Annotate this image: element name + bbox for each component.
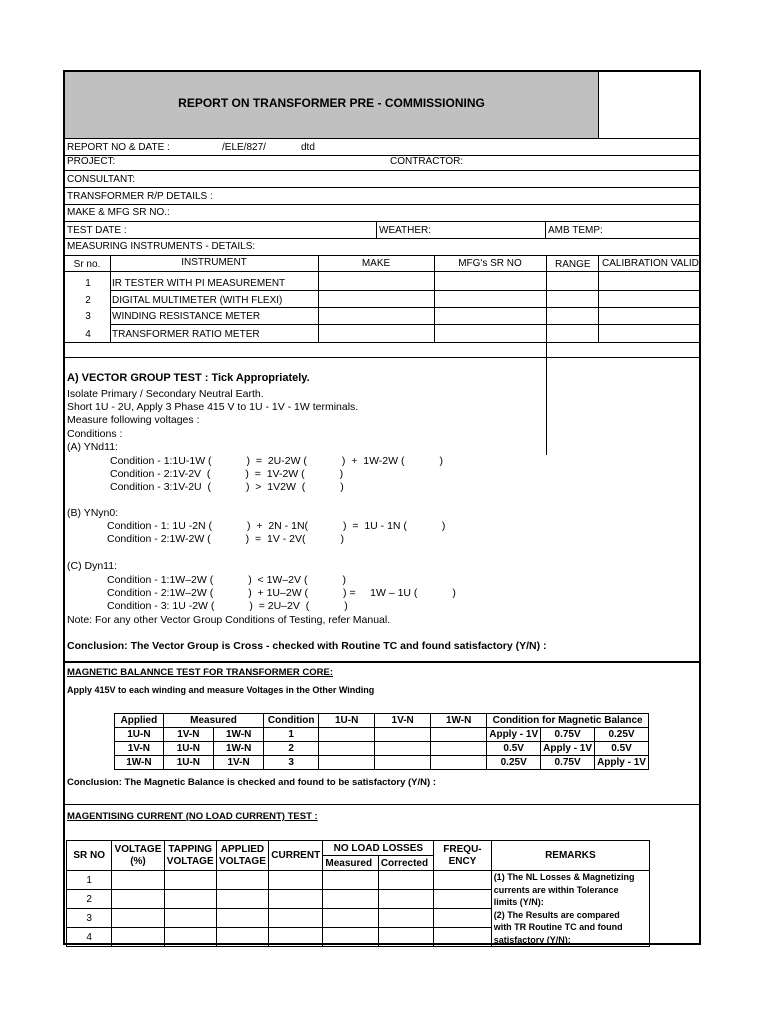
rule xyxy=(64,255,700,256)
instrument-4-name: TRANSFORMER RATIO METER xyxy=(112,329,260,340)
nl-h-applied-2: VOLTAGE xyxy=(219,855,266,867)
mag-r3-1w xyxy=(431,756,487,770)
mag-r1-b3: 0.25V xyxy=(595,728,649,742)
nl-r4-sr: 4 xyxy=(67,928,112,947)
rule xyxy=(110,324,700,325)
rule xyxy=(598,255,599,342)
mag-r1-1u xyxy=(319,728,375,742)
report-no-label: REPORT NO & DATE : xyxy=(67,142,170,153)
nl-h-applied-1: APPLIED xyxy=(220,843,265,855)
cell xyxy=(112,890,164,909)
mag-h-1v: 1V-N xyxy=(375,714,431,728)
vector-line-4: Conditions : xyxy=(67,428,123,440)
nl-h-corrected: Corrected xyxy=(378,856,433,871)
nl-h-voltage-1: VOLTAGE xyxy=(114,843,162,855)
rule xyxy=(64,187,700,188)
title-divider xyxy=(598,72,599,138)
nl-r2-sr: 2 xyxy=(67,890,112,909)
vector-note: Note: For any other Vector Group Conditions of Testing, refer Manual. xyxy=(67,614,391,626)
vector-line-1: Isolate Primary / Secondary Neutral Earth. xyxy=(67,388,264,400)
magnetising-table xyxy=(66,840,650,947)
rule xyxy=(64,342,700,343)
mag-r2-m2: 1W-N xyxy=(213,742,263,756)
rule xyxy=(64,238,700,239)
nl-remark-5: with TR Routine TC and found xyxy=(493,922,623,932)
mag-r3-1v xyxy=(375,756,431,770)
instrument-1-name: IR TESTER WITH PI MEASUREMENT xyxy=(112,278,286,289)
cell xyxy=(164,909,216,928)
vector-a-cond-2: Condition - 2:1V-2V ( ) = 1V-2W ( ) xyxy=(110,468,344,480)
cell xyxy=(378,909,433,928)
cell xyxy=(323,909,378,928)
amb-temp-label: AMB TEMP: xyxy=(548,225,603,236)
mag-r3-b1: 0.25V xyxy=(487,756,541,770)
instrument-3-name: WINDING RESISTANCE METER xyxy=(112,311,261,322)
vector-b-cond-2: Condition - 2:1W-2W ( ) = 1V - 2V( ) xyxy=(107,533,344,545)
cell xyxy=(216,871,268,890)
mag-r3-m1: 1U-N xyxy=(163,756,213,770)
make-mfg-label: MAKE & MFG SR NO.: xyxy=(67,207,170,218)
mag-r2-applied: 1V-N xyxy=(115,742,164,756)
instrument-1-sr: 1 xyxy=(85,278,91,289)
magnetic-conclusion: Conclusion: The Magnetic Balance is checked and found to be satisfactory (Y/N) : xyxy=(67,777,436,788)
rule xyxy=(64,357,700,358)
report-no-value: /ELE/827/ xyxy=(222,142,266,153)
rule xyxy=(110,255,111,342)
mag-r1-applied: 1U-N xyxy=(115,728,164,742)
magnetising-title: MAGENTISING CURRENT (NO LOAD CURRENT) TEST : xyxy=(67,811,318,822)
nl-h-tapping xyxy=(164,841,216,871)
vector-line-2: Short 1U - 2U, Apply 3 Phase 415 V to 1U - 1V - 1W terminals. xyxy=(67,401,359,413)
rule xyxy=(64,271,700,272)
mag-r1-b2: 0.75V xyxy=(541,728,595,742)
cell xyxy=(434,890,491,909)
mag-r1-m2: 1W-N xyxy=(213,728,263,742)
nl-h-applied xyxy=(216,841,268,871)
rule xyxy=(64,804,700,805)
vector-conclusion: Conclusion: The Vector Group is Cross - checked with Routine TC and found satisfactory (Y/N) : xyxy=(67,640,547,652)
mag-r3-m2: 1V-N xyxy=(213,756,263,770)
instrument-4-sr: 4 xyxy=(85,329,91,340)
mag-r3-applied: 1W-N xyxy=(115,756,164,770)
magnetic-table xyxy=(114,713,649,770)
mag-r2-b2: Apply - 1V xyxy=(541,742,595,756)
consultant-label: CONSULTANT: xyxy=(67,174,135,185)
nl-h-freq xyxy=(434,841,491,871)
cell xyxy=(112,909,164,928)
weather-label: WEATHER: xyxy=(379,225,432,236)
nl-h-nll: NO LOAD LOSSES xyxy=(323,841,434,856)
mag-r1-cond: 1 xyxy=(264,728,319,742)
nl-h-voltage-2: (%) xyxy=(130,855,146,867)
cell xyxy=(164,890,216,909)
nl-h-measured: Measured xyxy=(323,856,378,871)
cell xyxy=(378,890,433,909)
rule xyxy=(64,170,700,171)
rule xyxy=(64,155,700,156)
rule xyxy=(63,943,701,945)
mag-h-1w: 1W-N xyxy=(431,714,487,728)
mag-r3-b3: Apply - 1V xyxy=(595,756,649,770)
mag-r1-b1: Apply - 1V xyxy=(487,728,541,742)
mag-r2-1u xyxy=(319,742,375,756)
mag-r1-1v xyxy=(375,728,431,742)
mag-r2-b3: 0.5V xyxy=(595,742,649,756)
nl-remark-4: (2) The Results are compared xyxy=(493,909,620,920)
mag-r2-1v xyxy=(375,742,431,756)
mag-r2-m1: 1U-N xyxy=(163,742,213,756)
col-mfg-sr: MFG's SR NO xyxy=(458,258,522,269)
mag-h-applied: Applied xyxy=(115,714,164,728)
cell xyxy=(269,871,323,890)
report-dtd: dtd xyxy=(301,142,315,153)
nl-h-voltage xyxy=(112,841,164,871)
mag-r2-b1: 0.5V xyxy=(487,742,541,756)
measuring-label: MEASURING INSTRUMENTS - DETAILS: xyxy=(67,241,256,252)
vector-b-label: (B) YNyn0: xyxy=(67,507,119,519)
rp-details-label: TRANSFORMER R/P DETAILS : xyxy=(67,191,213,202)
vector-c-label: (C) Dyn11: xyxy=(67,560,117,572)
vector-c-cond-1: Condition - 1:1W–2W ( ) < 1W–2V ( ) xyxy=(107,574,346,586)
mag-r2-1w xyxy=(431,742,487,756)
col-sr-no: Sr no. xyxy=(73,259,101,270)
magnetic-sub: Apply 415V to each winding and measure Voltages in the Other Winding xyxy=(67,685,375,695)
rule xyxy=(376,221,377,238)
rule xyxy=(110,307,700,308)
cell xyxy=(112,871,164,890)
nl-h-freq-1: FREQU- xyxy=(443,843,482,855)
nl-remark-1: (1) The NL Losses & Magnetizing xyxy=(493,872,635,882)
vector-title: A) VECTOR GROUP TEST : Tick Appropriately. xyxy=(67,372,310,384)
rule xyxy=(110,290,700,291)
mag-r1-1w xyxy=(431,728,487,742)
mag-r3-b2: 0.75V xyxy=(541,756,595,770)
vector-a-cond-1: Condition - 1:1U-1W ( ) = 2U-2W ( ) + 1W-2W ( ) xyxy=(110,455,443,467)
rule xyxy=(545,221,546,238)
rule xyxy=(64,661,700,663)
rule xyxy=(64,204,700,205)
mag-r3-cond: 3 xyxy=(264,756,319,770)
page-title: REPORT ON TRANSFORMER PRE - COMMISSIONING xyxy=(178,96,485,110)
mag-r1-m1: 1V-N xyxy=(163,728,213,742)
vector-line-3: Measure following voltages : xyxy=(67,414,200,426)
nl-h-current: CURRENT xyxy=(269,841,323,871)
mag-h-1u: 1U-N xyxy=(319,714,375,728)
cell xyxy=(434,909,491,928)
cell xyxy=(269,909,323,928)
instrument-3-sr: 3 xyxy=(85,311,91,322)
magnetic-title: MAGNETIC BALANNCE TEST FOR TRANSFORMER CORE: xyxy=(67,667,333,678)
vector-c-cond-2: Condition - 2:1W–2W ( ) + 1U–2W ( ) = 1W – 1U ( ) xyxy=(107,587,456,599)
contractor-label: CONTRACTOR: xyxy=(390,156,464,167)
cell xyxy=(323,871,378,890)
nl-remark-2: currents are within Tolerance xyxy=(493,884,619,895)
nl-h-freq-2: ENCY xyxy=(448,855,477,867)
nl-remark-3: limits (Y/N): xyxy=(493,897,544,907)
instrument-2-sr: 2 xyxy=(85,295,91,306)
cell xyxy=(216,890,268,909)
cell xyxy=(164,871,216,890)
col-instrument: INSTRUMENT xyxy=(181,257,247,268)
col-range: RANGE xyxy=(555,259,591,270)
rule xyxy=(546,255,547,455)
mag-h-measured: Measured xyxy=(163,714,264,728)
col-calibration: CALIBRATION VALID xyxy=(602,258,699,269)
vector-a-cond-3: Condition - 3:1V-2U ( ) > 1V2W ( ) xyxy=(110,481,344,493)
rule xyxy=(434,255,435,342)
mag-r2-cond: 2 xyxy=(264,742,319,756)
nl-h-sr: SR NO xyxy=(67,841,112,871)
frame-left xyxy=(63,70,65,945)
nl-h-remarks: REMARKS xyxy=(491,841,649,871)
cell xyxy=(434,871,491,890)
mag-h-condition: Condition xyxy=(264,714,319,728)
col-make: MAKE xyxy=(361,258,391,269)
cell xyxy=(216,909,268,928)
rule xyxy=(64,138,700,139)
test-date-label: TEST DATE : xyxy=(67,225,127,236)
instrument-2-name: DIGITAL MULTIMETER (WITH FLEXI) xyxy=(112,295,283,306)
cell xyxy=(323,890,378,909)
nl-remarks xyxy=(491,871,649,947)
nl-h-tapping-2: VOLTAGE xyxy=(166,855,214,867)
rule xyxy=(318,255,319,342)
vector-a-label: (A) YNd11: xyxy=(67,441,118,453)
vector-c-cond-3: Condition - 3: 1U -2W ( ) = 2U–2V ( ) xyxy=(107,600,348,612)
vector-b-cond-1: Condition - 1: 1U -2N ( ) + 2N - 1N( ) = 1U - 1N ( ) xyxy=(107,520,446,532)
mag-h-balance: Condition for Magnetic Balance xyxy=(487,714,649,728)
nl-r3-sr: 3 xyxy=(67,909,112,928)
nl-r1-sr: 1 xyxy=(67,871,112,890)
rule xyxy=(64,221,700,222)
frame-right xyxy=(699,70,701,945)
project-label: PROJECT: xyxy=(67,156,116,167)
cell xyxy=(269,890,323,909)
nl-h-tapping-1: TAPPING xyxy=(168,843,213,855)
cell xyxy=(378,871,433,890)
nl-remark-6: satisfactory (Y/N): xyxy=(493,934,571,945)
mag-r3-1u xyxy=(319,756,375,770)
